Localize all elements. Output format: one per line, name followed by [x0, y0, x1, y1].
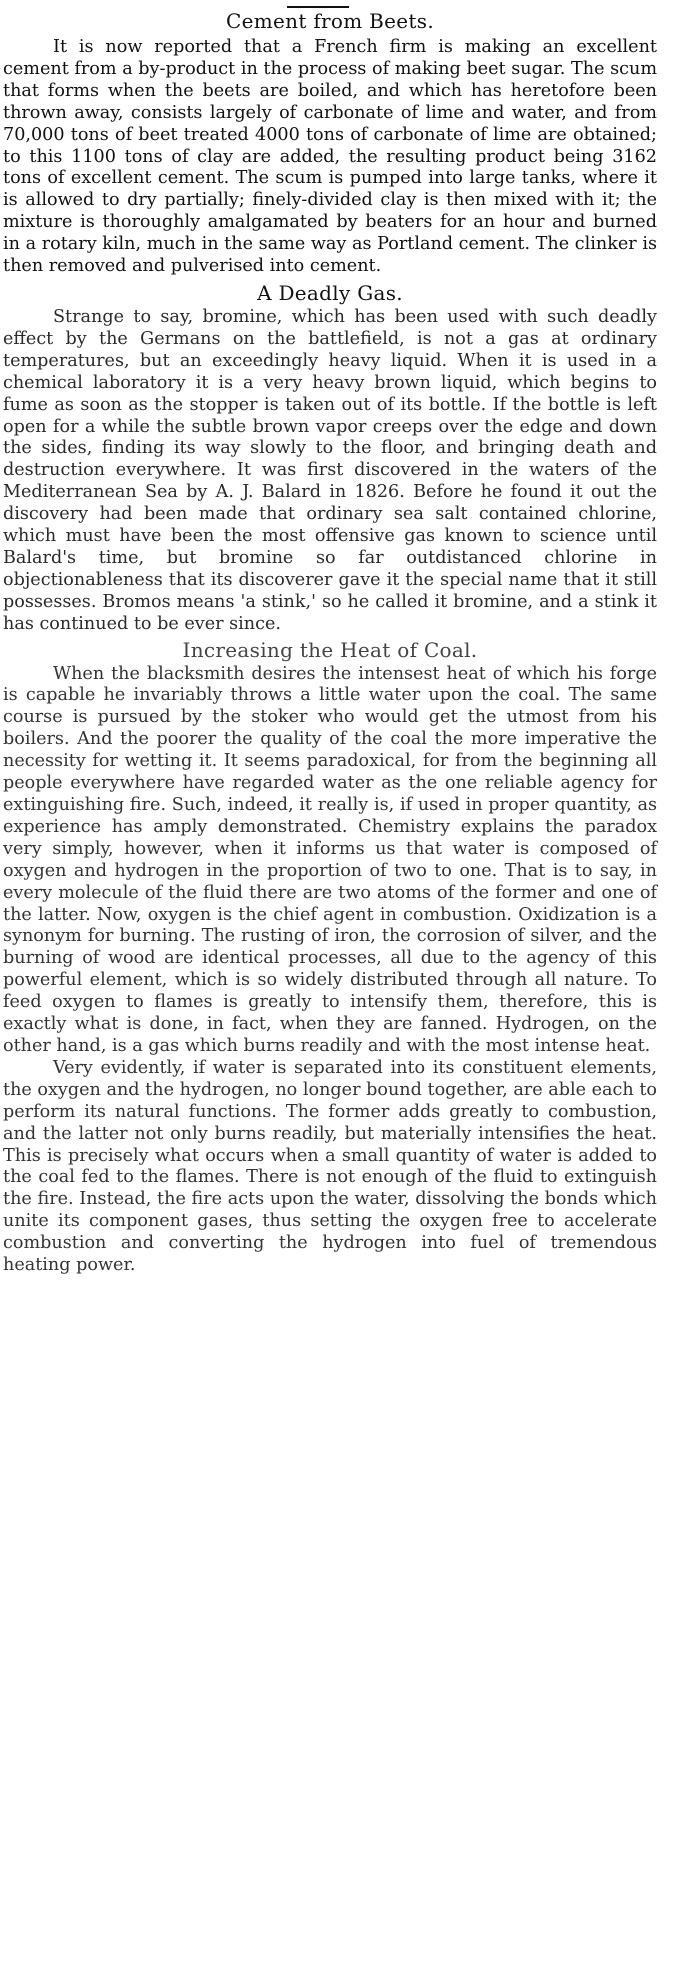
newspaper-column	[0, 8, 682, 1981]
article-paragraph: When the blacksmith desires the intensest heat of which his forge is capable he invariably throws a little water upon the coal. The same course is pursued by the stoker who would get the utmost from his boilers. And the poorer the quality of the coal the more imperative the necessity for wetting it. It seems paradoxical, for from the beginning all people everywhere have regarded water as the one reliable agency for extinguishing fire. Such, indeed, it really is, if used in proper quantity, as experience has amply demonstrated. Chemistry explains the paradox very simply, however, when it informs us that water is composed of oxygen and hydrogen in the proportion of two to one. That is to say, in every molecule of the fluid there are two atoms of the former and one of the latter. Now, oxygen is the chief agent in combustion. Oxidization is a synonym for burning. The rusting of iron, the corrosion of silver, and the burning of wood are identical processes, all due to the agency of this powerful element, which is so widely distributed through all nature. To feed oxygen to flames is greatly to intensify them, therefore, this is exactly what is done, in fact, when they are fanned. Hydrogen, on the other hand, is a gas which burns readily and with the most intense heat.	[3, 663, 657, 1056]
article-a-deadly-gas	[3, 280, 657, 636]
article-paragraph: It is now reported that a French firm is making an excellent cement from a by-product in the process of making beet sugar. The scum that forms when the beets are boiled, and which has heretofore been thrown away, consists largely of carbonate of lime and water, and from 70,000 tons of beet treated 4000 tons of carbonate of lime are obtained; to this 1100 tons of clay are added, the resulting product being 3162 tons of excellent cement. The scum is pumped into large tanks, where it is allowed to dry partially; finely-divided clay is then mixed with it; the mixture is thoroughly amalgamated by beaters for an hour and burned in a rotary kiln, much in the same way as Portland cement. The clinker is then removed and pulverised into cement.	[3, 37, 657, 277]
article-title: A Deadly Gas.	[257, 280, 403, 305]
article-title: Increasing the Heat of Coal.	[182, 637, 478, 662]
article-title: Cement from Beets.	[226, 9, 434, 33]
article-paragraph: Very evidently, if water is separated into its constituent elements, the oxygen and the hydrogen, no longer bound together, are able each to perform its natural functions. The former adds greatly to combustion, and the latter not only burns readily, but materially intensifies the heat. This is precisely what occurs when a small quantity of water is added to the coal fed to the flames. There is not enough of the fluid to extinguish the fire. Instead, the fire acts upon the water, dissolving the bonds which unite its component gases, thus setting the oxygen free to accelerate combustion and converting the hydrogen into fuel of tremendous heating power.	[3, 1057, 657, 1276]
article-increasing-heat-of-coal	[3, 637, 657, 1277]
article-cement-from-beets	[3, 8, 657, 278]
article-paragraph: Strange to say, bromine, which has been used with such deadly effect by the Germans on the battlefield, is not a gas at ordinary temperatures, but an exceedingly heavy liquid. When it is used in a chemical laboratory it is a very heavy brown liquid, which begins to fume as soon as the stopper is taken out of its bottle. If the bottle is left open for a while the subtle brown vapor creeps over the edge and down the sides, finding its way slowly to the floor, and bringing death and destruction everywhere. It was first discovered in the waters of the Mediterranean Sea by A. J. Balard in 1826. Before he found it out the discovery had been made that ordinary sea salt contained chlorine, which must have been the most offensive gas known to science until Balard's time, but bromine so far outdistanced chlorine in objectionableness that its discoverer gave it the special name that it still possesses. Bromos means 'a stink,' so he called it bromine, and a stink it has continued to be ever since.	[3, 306, 657, 634]
